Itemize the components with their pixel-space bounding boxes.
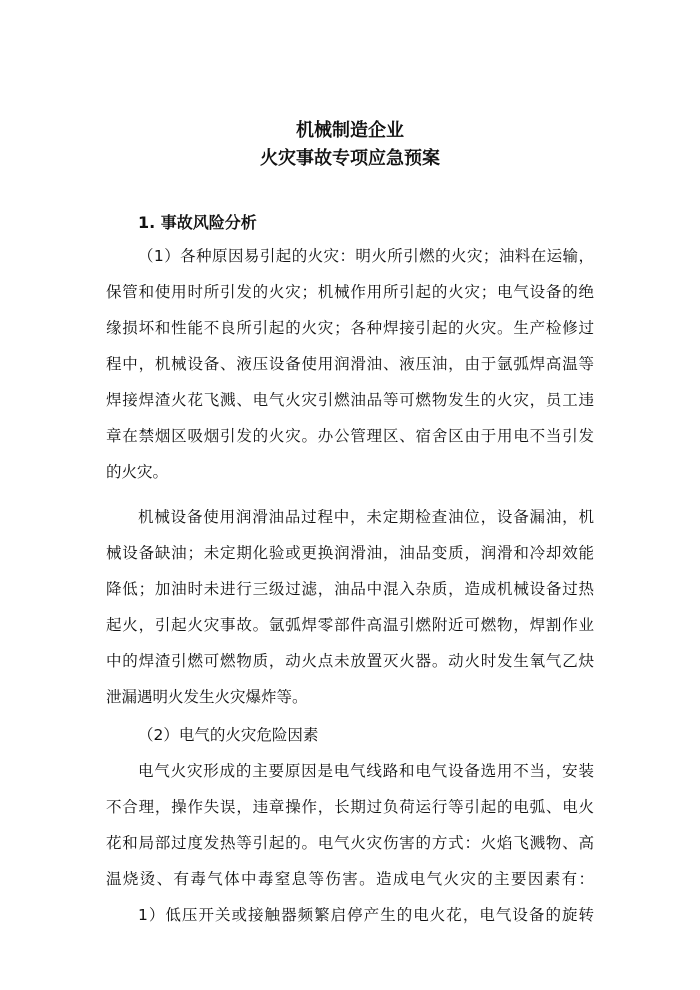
para1-line: 焊接焊渣火花飞溅、电气火灾引燃油品等可燃物发生的火灾，员工违 bbox=[106, 391, 594, 409]
para1-line: 章在禁烟区吸烟引发的火灾。办公管理区、宿舍区由于用电不当引发 bbox=[106, 427, 594, 445]
para2-line: 起火，引起火灾事故。氩弧焊零部件高温引燃附近可燃物，焊割作业 bbox=[106, 616, 594, 634]
para1-line: 程中，机械设备、液压设备使用润滑油、液压油，由于氩弧焊高温等 bbox=[106, 355, 594, 373]
para1-line: 的火灾。 bbox=[106, 463, 169, 481]
para3-line: 不合理，操作失误，违章操作，长期过负荷运行等引起的电弧、电火 bbox=[106, 798, 594, 816]
para3-line: 花和局部过度发热等引起的。电气火灾伤害的方式：火焰飞溅物、高 bbox=[106, 834, 594, 852]
para4-line: 1）低压开关或接触器频繁启停产生的电火花，电气设备的旋转 bbox=[138, 906, 594, 924]
para1-line: 缘损坏和性能不良所引起的火灾；各种焊接引起的火灾。生产检修过 bbox=[106, 319, 594, 337]
para2-line: 机械设备使用润滑油品过程中，未定期检查油位，设备漏油，机 bbox=[138, 508, 594, 526]
para3-line: 电气火灾形成的主要原因是电气线路和电气设备选用不当，安装 bbox=[138, 762, 594, 780]
para2-line: 降低；加油时未进行三级过滤，油品中混入杂质，造成机械设备过热 bbox=[106, 580, 594, 598]
para2-line: 中的焊渣引燃可燃物质，动火点未放置灭火器。动火时发生氧气乙炔 bbox=[106, 652, 594, 670]
document-title-line2: 火灾事故专项应急预案 bbox=[260, 148, 440, 169]
document-title-line1: 机械制造企业 bbox=[296, 120, 404, 141]
section1-heading: 1. 事故风险分析 bbox=[138, 213, 257, 232]
para1-line: （1）各种原因易引起的火灾：明火所引燃的火灾；油料在运输， bbox=[138, 247, 594, 265]
para3-line: 温烧烫、有毒气体中毒窒息等伤害。造成电气火灾的主要因素有： bbox=[106, 870, 594, 888]
para2-line: 械设备缺油；未定期化验或更换润滑油，油品变质，润滑和冷却效能 bbox=[106, 544, 594, 562]
para1-line: 保管和使用时所引发的火灾；机械作用所引起的火灾；电气设备的绝 bbox=[106, 283, 594, 301]
section2-subheading: （2）电气的火灾危险因素 bbox=[138, 726, 319, 744]
para2-line: 泄漏遇明火发生火灾爆炸等。 bbox=[106, 688, 308, 706]
